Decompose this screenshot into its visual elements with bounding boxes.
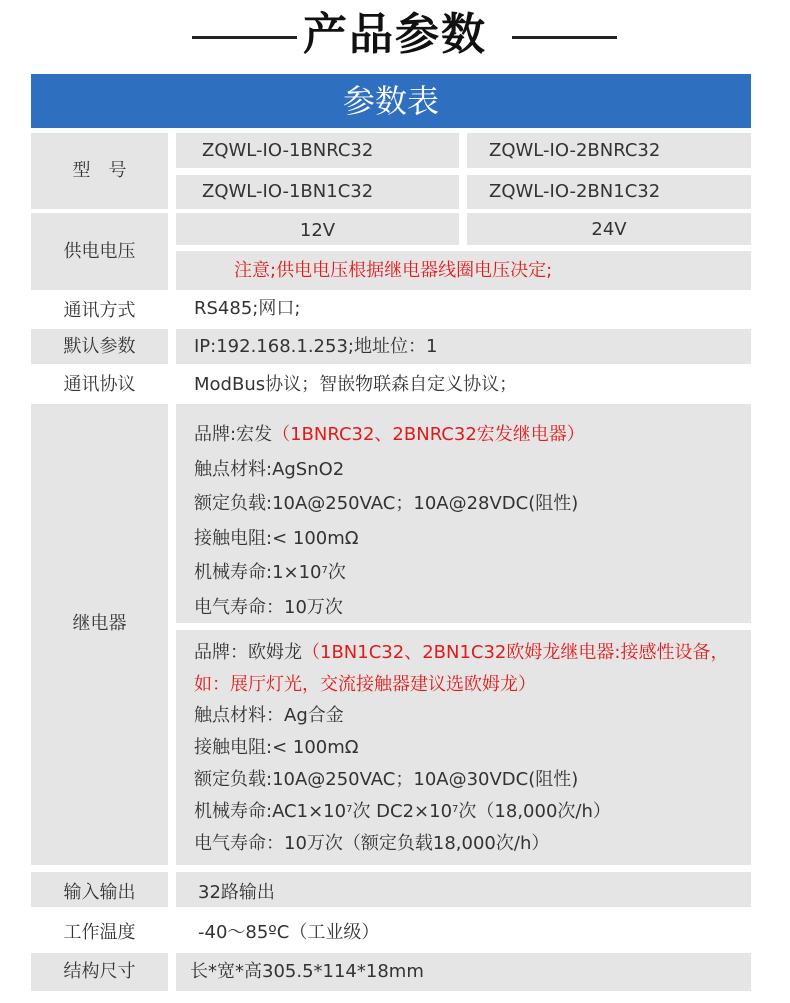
dimensions-value: 长*宽*高305.5*114*18mm: [176, 953, 751, 991]
hongfa-elec-life: 电气寿命：10万次: [194, 596, 343, 618]
hongfa-mech-life: 机械寿命$:1\times 10^7$次: [194, 562, 346, 583]
hongfa-resistance: 接触电阻:< 100mΩ: [194, 527, 359, 549]
voltage-note: 注意;供电电压根据继电器线圈电压决定;: [176, 251, 751, 290]
io-label: 输入输出: [31, 872, 168, 907]
relay-omron-block: [176, 630, 751, 865]
hongfa-brand: 品牌:宏发（1BNRC32、2BNRC32宏发继电器）: [194, 424, 585, 445]
protocol-label: 通讯协议: [63, 374, 136, 395]
model-value-1: ZQWL-IO-1BNRC32: [176, 133, 459, 168]
voltage-option-24v: 24V: [467, 213, 751, 245]
relay-hongfa-block: [176, 404, 751, 623]
omron-material: 触点材料：Ag合金: [194, 705, 344, 726]
omron-mech-life: 机械寿命$:AC1\times 10^7$次 $DC2\times 10^7$次（18,000次/h）: [194, 801, 611, 822]
omron-load: 额定负载:10A@250VAC；10A@30VDC(阻性): [194, 769, 579, 790]
omron-brand: 品牌：欧姆龙（1BN1C32、2BN1C32欧姆龙继电器:接感性设备，: [194, 642, 729, 663]
io-value: 32路输出: [176, 872, 751, 907]
omron-resistance: 接触电阻:< 100mΩ: [194, 737, 359, 758]
model-value-4: ZQWL-IO-2BN1C32: [467, 175, 751, 209]
voltage-option-12v: 12V: [176, 213, 459, 245]
defaults-label: 默认参数: [31, 329, 168, 364]
title-rule-right: [512, 36, 617, 39]
protocol-value: ModBus协议；智嵌物联森自定义协议；: [194, 374, 518, 395]
comm-method-value: RS485;网口;: [194, 298, 301, 319]
hongfa-load: 额定负载:10A@250VAC；10A@28VDC(阻性): [194, 493, 579, 514]
relay-label: 继电器: [31, 404, 168, 865]
model-label: 型 号: [31, 133, 168, 209]
voltage-label: 供电电压: [31, 213, 168, 290]
comm-method-label: 通讯方式: [63, 300, 136, 321]
defaults-value: IP:192.168.1.253;地址位：1: [176, 329, 751, 364]
table-title: 参数表: [31, 74, 751, 128]
temperature-label: 工作温度: [63, 922, 136, 943]
model-value-2: ZQWL-IO-2BNRC32: [467, 133, 751, 168]
hongfa-material: 触点材料:AgSnO2: [194, 458, 345, 480]
temperature-value: -40～85ºC（工业级）: [198, 922, 380, 943]
omron-elec-life: 电气寿命：10万次（额定负载18,000次/h）: [194, 833, 550, 854]
omron-brand-note-cont: 如：展厅灯光，交流接触器建议选欧姆龙）: [194, 674, 536, 695]
dimensions-label: 结构尺寸: [31, 953, 168, 991]
page-title: 产品参数: [303, 9, 487, 60]
model-value-3: ZQWL-IO-1BN1C32: [176, 175, 459, 209]
